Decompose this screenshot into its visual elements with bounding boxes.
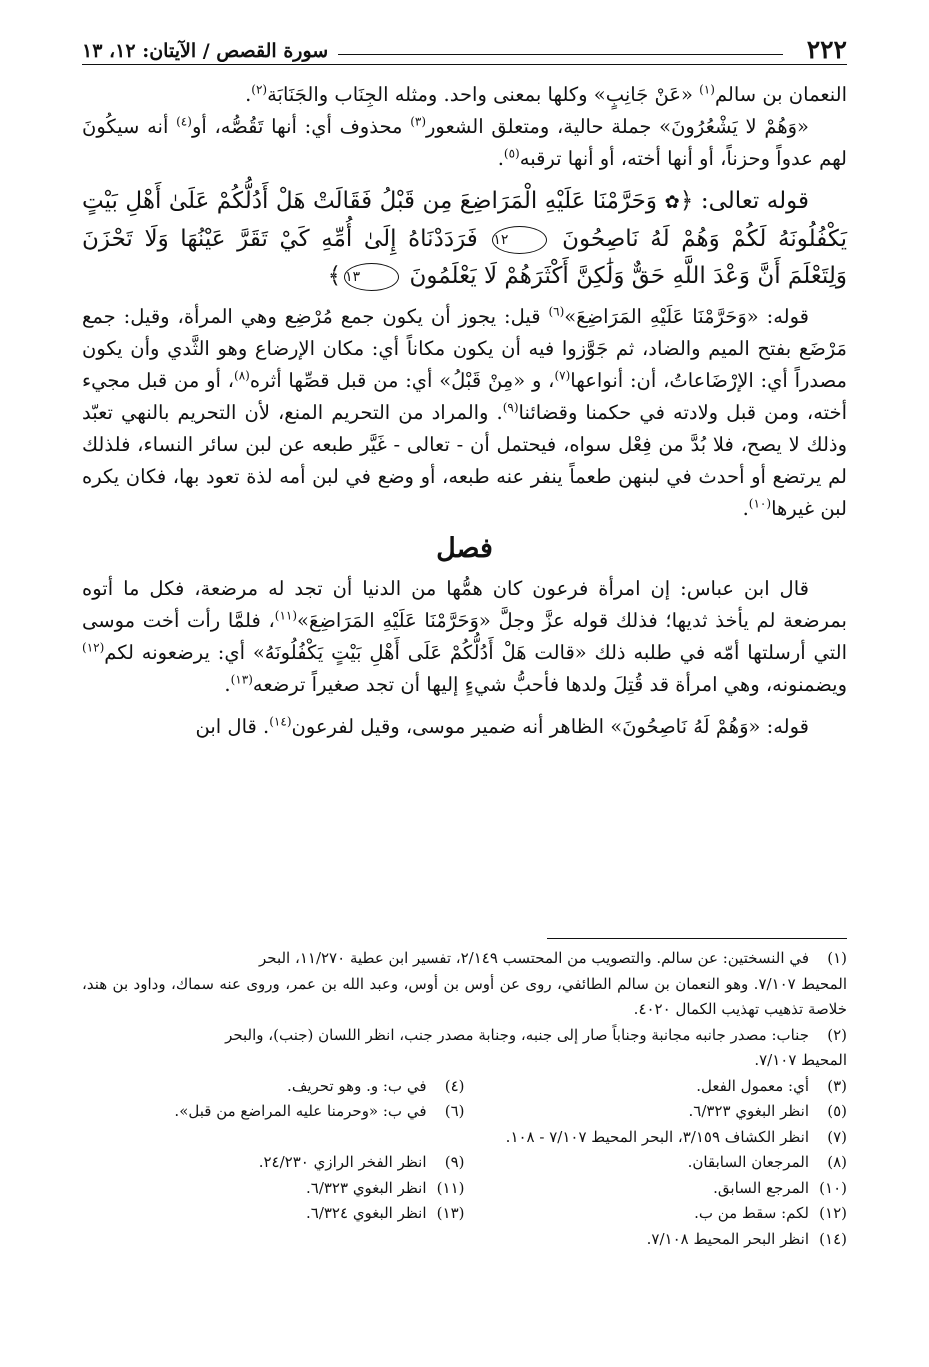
text-run: ويضمنونه، وهي امرأة قد قُتِلَ ولدها فأحبُّ شيءٍ إليها أن تجد صغيراً ترضعه <box>252 673 847 696</box>
ayah-number-12: ١٢ <box>492 226 547 254</box>
footnotes <box>82 946 847 1252</box>
footnote-2-continued: المحيط ٧/١٠٧. <box>754 1051 847 1069</box>
footnote-row <box>82 1150 847 1176</box>
footnote-3 <box>465 1074 848 1100</box>
footnote-text: المرجعان السابقان. <box>687 1153 809 1171</box>
footnote-text: انظر البغوي ٦/٣٢٣. <box>688 1102 809 1120</box>
footnote-text: انظر البغوي ٦/٣٢٣. <box>305 1178 427 1197</box>
footnote-number: (٤) <box>444 1076 465 1095</box>
text-run: قيل: يجوز أن يكون جمع مُرْضِع وهي المرأة، وقيل: جمع مَرْضَع بفتح الميم والضاد، ثم جَوَّزوا فيه أن يكون مكاناً أي: مكان الإرضاع وهو الثَّدي وأن يكون مصدراً أي: الإرْضَاعاتُ، أن: أنواعها <box>82 305 847 392</box>
footnote-text: جناب: مصدر جانبه مجانبة وجناباً صار إلى جنبه، وجنابة مصدر جنب، انظر اللسان (جنب)، والبحر <box>225 1025 809 1044</box>
page-number: ٢٢٢ <box>806 35 847 64</box>
rosette-ornament-icon: ✿ <box>664 192 680 213</box>
running-header <box>82 24 847 65</box>
footnote-7 <box>82 1125 847 1151</box>
footnote-ref[interactable]: (٢) <box>251 82 268 97</box>
text-run: النعمان بن سالم <box>714 83 847 106</box>
footnote-text: انظر الكشاف ٣/١٥٩، البحر المحيط ٧/١٠٧ - ١٠٨. <box>505 1127 809 1146</box>
footnote-text: لكم: سقط من ب. <box>694 1204 809 1222</box>
quran-verse <box>82 183 847 295</box>
text-run: قوله: «وَحَرَّمْنَا عَلَيْهِ المَرَاضِعَ» <box>564 305 809 328</box>
verse-text: وَحَرَّمْنَا عَلَيْهِ الْمَرَاضِعَ مِن قَبْلُ فَقَالَتْ هَلْ أَدُلُّكُمْ عَلَىٰ أَهْلِ بَيْتٍ يَكْفُلُونَهُ لَكُمْ وَهُمْ لَهُ نَاصِحُونَ <box>82 188 848 252</box>
footnote-8 <box>465 1150 848 1176</box>
footnote-row <box>82 1099 847 1125</box>
footnote-ref[interactable]: (١٤) <box>269 714 292 729</box>
footnote-ref[interactable]: (٨) <box>234 368 250 383</box>
footnote-text: أي: معمول الفعل. <box>696 1076 809 1095</box>
footnote-text: في ب: و. وهو تحريف. <box>287 1076 427 1095</box>
footnote-ref[interactable]: (١٠) <box>748 496 772 511</box>
ayah-number-13: ١٣ <box>344 263 399 291</box>
surah-title: سورة القصص / الآيتان: ١٢، ١٣ <box>82 40 329 62</box>
footnote-number: (١٠) <box>819 1178 847 1197</box>
footnote-10 <box>465 1176 848 1202</box>
section-heading: فصل <box>436 533 493 564</box>
text-run: . <box>245 83 252 106</box>
text-run: . والمراد من التحريم المنع، لأن التحريم بالنهي تعبّد وذلك لا يصح، فلا بُدَّ من فِعْل سواه، فيحتمل أن - تعالى - غَيَّر طبعه عن لبن سائر النساء، فلذلك لم يرتضع أو أحدث في لبنهن طعماً ينفر عنه طبعه، أو وضع في لبن أمه لذة تعود بها، فكان يكره لبن غيرها <box>82 401 847 520</box>
text-run: ، أو من قبل مجيء أخته، ومن قبل ولادته في حكمنا وقضائنا <box>82 369 848 424</box>
footnote-6 <box>82 1099 465 1125</box>
paragraph-4 <box>82 573 847 701</box>
footnote-ref[interactable]: (١٣) <box>230 672 253 687</box>
quran-bracket-open: ﴿ <box>679 188 694 214</box>
footnote-row <box>82 1074 847 1100</box>
footnote-number: (١٣) <box>436 1204 465 1222</box>
text-run: قوله تعالى: <box>693 188 810 214</box>
text-run: . قال ابن <box>195 715 270 738</box>
footnote-text: المرجع السابق. <box>713 1178 809 1197</box>
verse-text: فَرَدَدْنَاهُ إِلَىٰ أُمِّهِ كَيْ تَقَرَّ عَيْنُهَا وَلَا تَحْزَنَ وَلِتَعْلَمَ أَنَّ وَعْدَ اللَّهِ حَقٌّ وَلَٰكِنَّ أَكْثَرَهُمْ لَا يَعْلَمُونَ <box>82 226 847 289</box>
footnote-ref[interactable]: (٥) <box>503 146 520 161</box>
text-run: محذوف أي: أنها تَقُصُّه، أو <box>191 115 411 138</box>
footnote-ref[interactable]: (٤) <box>176 114 192 129</box>
footnote-number: (١٢) <box>819 1204 847 1222</box>
text-run: ، و «مِنْ قَبْلُ» أي: من قبل قصِّها أثره <box>249 369 555 392</box>
footnote-ref[interactable]: (١١) <box>274 608 298 623</box>
footnote-9 <box>82 1150 465 1176</box>
footnote-13 <box>82 1201 465 1227</box>
footnote-4 <box>82 1074 465 1100</box>
footnote-number: (١) <box>827 949 847 967</box>
text-run: ، فلمَّا رأت أخت موسى التي أرسلتها أمّه في طلبه ذلك «قالت هَلْ أَدُلُّكُمْ عَلَى أَهْلِ بَيْتٍ يَكْفُلُونَهُ» أي: يرضعونه لكم <box>82 609 847 664</box>
footnote-2 <box>82 1023 847 1049</box>
footnote-text: في النسختين: عن سالم. والتصويب من المحتسب ٢/١٤٩، تفسير ابن عطية ١١/٢٧٠، البحر <box>258 949 809 967</box>
paragraph-1 <box>82 79 847 111</box>
footnote-number: (٩) <box>444 1153 465 1171</box>
footnote-number: (١١) <box>436 1178 465 1197</box>
footnote-text: انظر البغوي ٦/٣٢٤. <box>305 1204 427 1222</box>
footnote-11 <box>82 1176 465 1202</box>
footnote-number: (٥) <box>827 1102 847 1120</box>
footnote-ref[interactable]: (٣) <box>410 114 427 129</box>
footnote-number: (٨) <box>827 1153 847 1171</box>
text-run: . <box>497 147 504 170</box>
main-text <box>82 79 847 743</box>
footnote-12 <box>465 1201 848 1227</box>
footnote-5 <box>465 1099 848 1125</box>
footnote-row <box>82 1201 847 1227</box>
quran-bracket-close: ﴾ <box>327 263 342 289</box>
footnote-ref[interactable]: (٦) <box>548 304 565 319</box>
footnote-ref[interactable]: (٩) <box>502 400 519 415</box>
paragraph-2 <box>82 111 847 175</box>
footnote-text: في ب: «وحرمنا عليه المراضع من قبل». <box>174 1102 427 1120</box>
text-run: . <box>742 497 749 520</box>
footnote-row <box>82 1176 847 1202</box>
text-run: «وَهُمْ لا يَشْعُرُونَ» جملة حالية، ومتعلق الشعور <box>426 115 809 138</box>
text-run: أنه سيكُونَ لهم عدواً وحزناً، أو أنها أخته، أو أنها ترقبه <box>82 115 847 170</box>
footnote-text: انظر الفخر الرازي ٢٤/٢٣٠. <box>258 1153 427 1171</box>
footnote-number: (٣) <box>827 1076 847 1095</box>
text-run: قال ابن عباس: إن امرأة فرعون كان همُّها من الدنيا أن تجد له مرضعة، فكل ما أتوه بمرضعة لم يأخذ ثديها؛ فذلك قوله عزَّ وجلَّ «وَحَرَّمْنَا عَلَيْهِ المَرَاضِعَ» <box>82 577 847 632</box>
text-run: . <box>224 673 231 696</box>
paragraph-3 <box>82 301 847 525</box>
footnote-ref[interactable]: (١٢) <box>82 640 105 655</box>
text-run: «عَنْ جَانِبٍ» وكلها بمعنى واحد. ومثله الجِنَاب والجَنَابَة <box>267 83 700 106</box>
footnote-number: (٢) <box>827 1025 847 1044</box>
footnote-number: (٦) <box>444 1102 465 1120</box>
header-rule <box>338 54 783 55</box>
footnote-ref[interactable]: (٧) <box>554 368 571 383</box>
footnote-1-continued: المحيط ٧/١٠٧. وهو النعمان بن سالم الطائفي، روى عن أوس بن أوس، وعبد الله بن عمر، وروى عنه سماك، وداود بن هند، خلاصة تذهيب تهذيب الكمال ٤٠٢٠. <box>82 974 847 1018</box>
footnote-number: (١٤) <box>819 1229 847 1248</box>
footnote-separator <box>547 938 847 939</box>
footnote-ref[interactable]: (١) <box>699 82 715 97</box>
footnote-text: انظر البحر المحيط ٧/١٠٨. <box>646 1229 809 1248</box>
text-run: قوله: «وَهُمْ لَهُ نَاصِحُونَ» الظاهر أنه ضمير موسى، وقيل لفرعون <box>291 715 809 738</box>
footnote-number: (٧) <box>827 1127 847 1146</box>
paragraph-5 <box>82 711 847 743</box>
footnote-1 <box>82 946 847 972</box>
footnote-14 <box>82 1227 847 1253</box>
